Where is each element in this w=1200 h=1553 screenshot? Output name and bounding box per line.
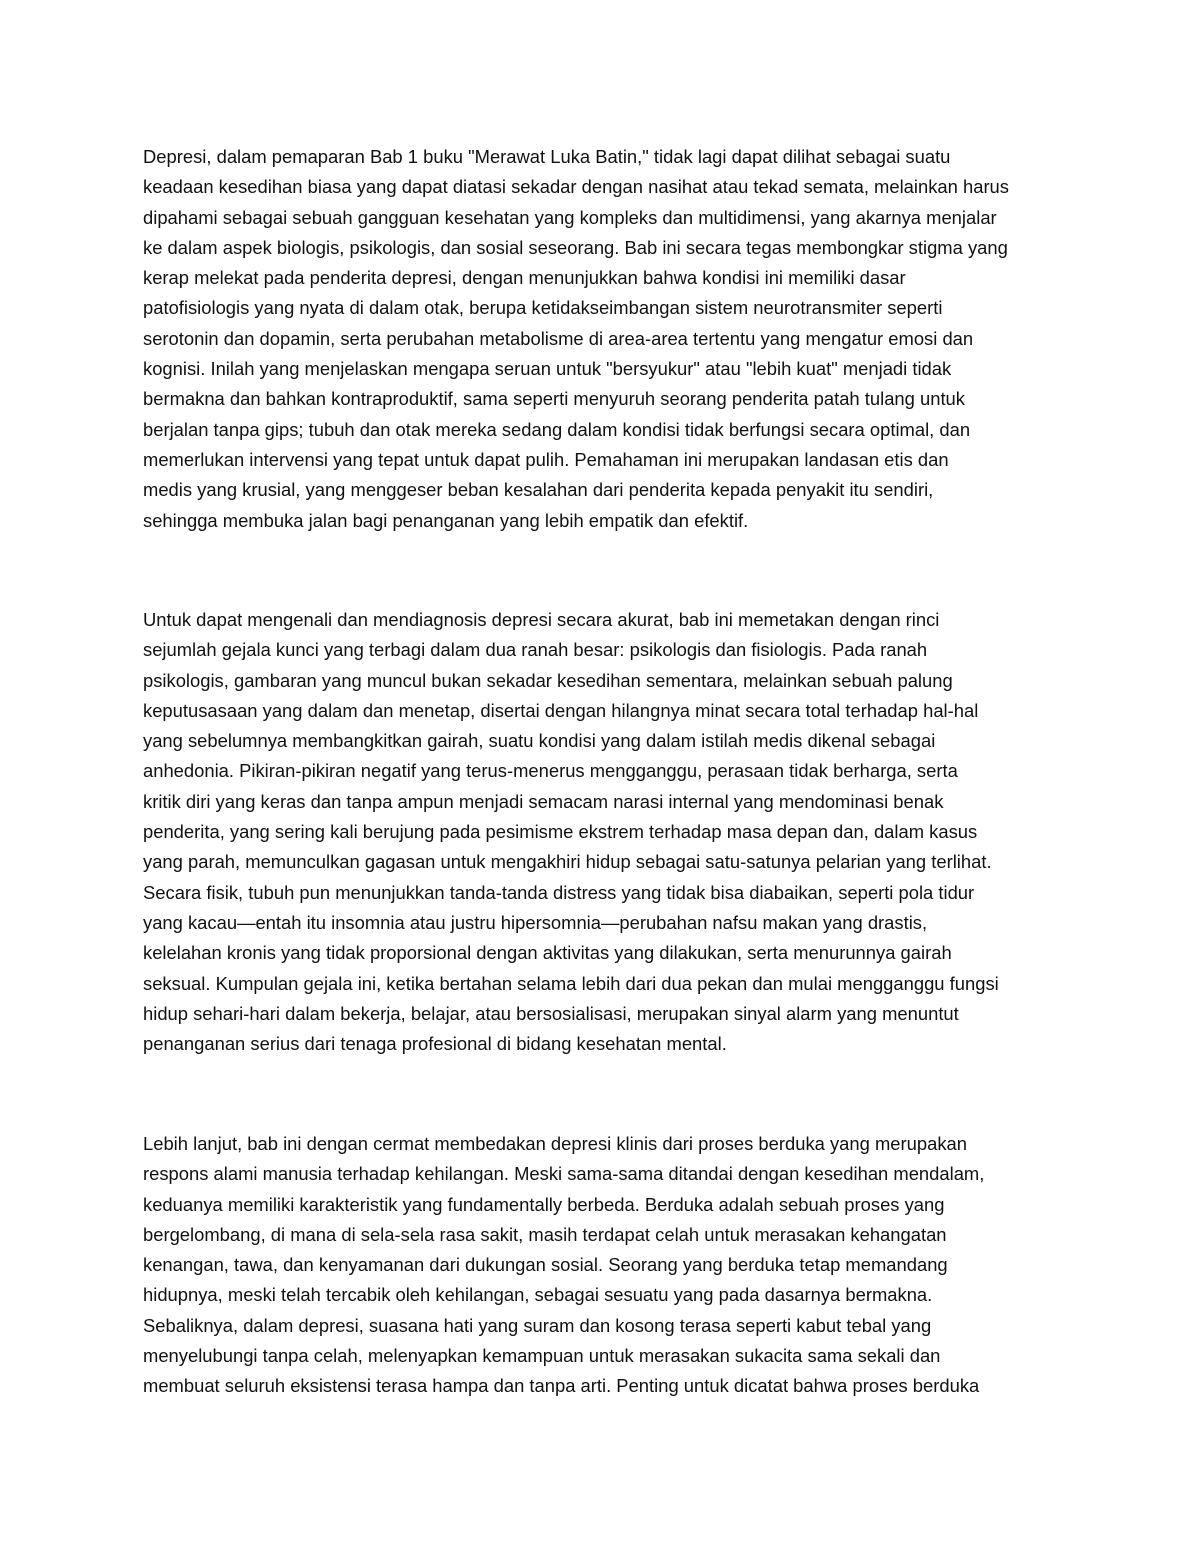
text-line: bergelombang, di mana di sela-sela rasa sakit, masih terdapat celah untuk merasakan kehangatan bbox=[143, 1223, 947, 1245]
text-line: Sebaliknya, dalam depresi, suasana hati yang suram dan kosong terasa seperti kabut tebal yang bbox=[143, 1314, 932, 1336]
text-line: Depresi, dalam pemaparan Bab 1 buku "Merawat Luka Batin," tidak lagi dapat dilihat sebagai suatu bbox=[143, 146, 951, 167]
text-line: bermakna dan bahkan kontraproduktif, sama seperti menyuruh seorang penderita patah tulang untuk bbox=[143, 388, 965, 410]
text-line: penderita, yang sering kali berujung pada pesimisme ekstrem terhadap masa depan dan, dalam kasus bbox=[143, 821, 978, 843]
text-line: kenangan, tawa, dan kenyamanan dari dukungan sosial. Seorang yang berduka tetap memandang bbox=[143, 1254, 948, 1276]
text-line: Secara fisik, tubuh pun menunjukkan tanda-tanda distress yang tidak bisa diabaikan, seperti pola tidur bbox=[143, 881, 975, 903]
text-line: yang sebelumnya membangkitkan gairah, suatu kondisi yang dalam istilah medis dikenal sebagai bbox=[143, 730, 936, 752]
text-line: memerlukan intervensi yang tepat untuk dapat pulih. Pemahaman ini merupakan landasan etis dan bbox=[143, 448, 949, 470]
text-line: anhedonia. Pikiran-pikiran negatif yang terus-menerus mengganggu, perasaan tidak berharga, serta bbox=[143, 760, 958, 782]
text-line: Lebih lanjut, bab ini dengan cermat membedakan depresi klinis dari proses berduka yang merupakan bbox=[143, 1133, 967, 1154]
text-line: dipahami sebagai sebuah gangguan kesehatan yang kompleks dan multidimensi, yang akarnya menjalar bbox=[143, 206, 997, 228]
text-line: serotonin dan dopamin, serta perubahan metabolisme di area-area tertentu yang mengatur emosi dan bbox=[143, 327, 974, 349]
text-line: menyelubungi tanpa celah, melenyapkan kemampuan untuk merasakan sukacita sama sekali dan bbox=[143, 1345, 941, 1367]
text-line: medis yang krusial, yang menggeser beban kesalahan dari penderita kepada penyakit itu sendiri, bbox=[143, 479, 934, 501]
text-line: kerap melekat pada penderita depresi, dengan menunjukkan bahwa kondisi ini memiliki dasar bbox=[143, 267, 906, 289]
text-line: kognisi. Inilah yang menjelaskan mengapa seruan untuk "bersyukur" atau "lebih kuat" menjadi tidak bbox=[143, 358, 952, 380]
text-line: respons alami manusia terhadap kehilangan. Meski sama-sama ditandai dengan kesedihan mendalam, bbox=[143, 1163, 985, 1185]
text-line: keduanya memiliki karakteristik yang fundamentally berbeda. Berduka adalah sebuah proses yang bbox=[143, 1193, 945, 1215]
text-line: kelelahan kronis yang tidak proporsional dengan aktivitas yang dilakukan, serta menurunnya gairah bbox=[143, 942, 952, 964]
text-line: seksual. Kumpulan gejala ini, ketika bertahan selama lebih dari dua pekan dan mulai mengganggu fungsi bbox=[143, 972, 999, 994]
text-line: Untuk dapat mengenali dan mendiagnosis depresi secara akurat, bab ini memetakan dengan rinci bbox=[143, 609, 940, 630]
text-line: yang parah, memunculkan gagasan untuk mengakhiri hidup sebagai satu-satunya pelarian yang terlihat. bbox=[143, 851, 992, 873]
text-line: membuat seluruh eksistensi terasa hampa dan tanpa arti. Penting untuk dicatat bahwa proses berduka bbox=[143, 1375, 980, 1397]
paragraph-depression-definition bbox=[143, 142, 1068, 536]
text-line: keadaan kesedihan biasa yang dapat diatasi sekadar dengan nasihat atau tekad semata, melainkan harus bbox=[143, 176, 1009, 198]
text-line: hidup sehari-hari dalam bekerja, belajar, atau bersosialisasi, merupakan sinyal alarm yang menuntut bbox=[143, 1002, 959, 1024]
paragraph-depression-symptoms bbox=[143, 605, 1068, 1059]
text-line: ke dalam aspek biologis, psikologis, dan sosial seseorang. Bab ini secara tegas membongkar stigma yang bbox=[143, 236, 1008, 258]
text-line: kritik diri yang keras dan tanpa ampun menjadi semacam narasi internal yang mendominasi benak bbox=[143, 790, 944, 812]
text-line: sehingga membuka jalan bagi penanganan yang lebih empatik dan efektif. bbox=[143, 509, 749, 531]
text-line: hidupnya, meski telah tercabik oleh kehilangan, sebagai sesuatu yang pada dasarnya bermakna. bbox=[143, 1284, 933, 1306]
text-line: berjalan tanpa gips; tubuh dan otak mereka sedang dalam kondisi tidak berfungsi secara optimal, dan bbox=[143, 418, 971, 440]
paragraph-depression-vs-grief bbox=[143, 1129, 1068, 1402]
text-line: psikologis, gambaran yang muncul bukan sekadar kesedihan sementara, melainkan sebuah palung bbox=[143, 669, 953, 691]
text-line: keputusasaan yang dalam dan menetap, disertai dengan hilangnya minat secara total terhadap hal-hal bbox=[143, 699, 979, 721]
text-line: penanganan serius dari tenaga profesional di bidang kesehatan mental. bbox=[143, 1033, 727, 1055]
text-line: patofisiologis yang nyata di dalam otak, berupa ketidakseimbangan sistem neurotransmiter seperti bbox=[143, 297, 943, 319]
text-line: sejumlah gejala kunci yang terbagi dalam dua ranah besar: psikologis dan fisiologis. Pada ranah bbox=[143, 639, 928, 661]
text-line: yang kacau—entah itu insomnia atau justru hipersomnia—perubahan nafsu makan yang drastis, bbox=[143, 911, 928, 933]
